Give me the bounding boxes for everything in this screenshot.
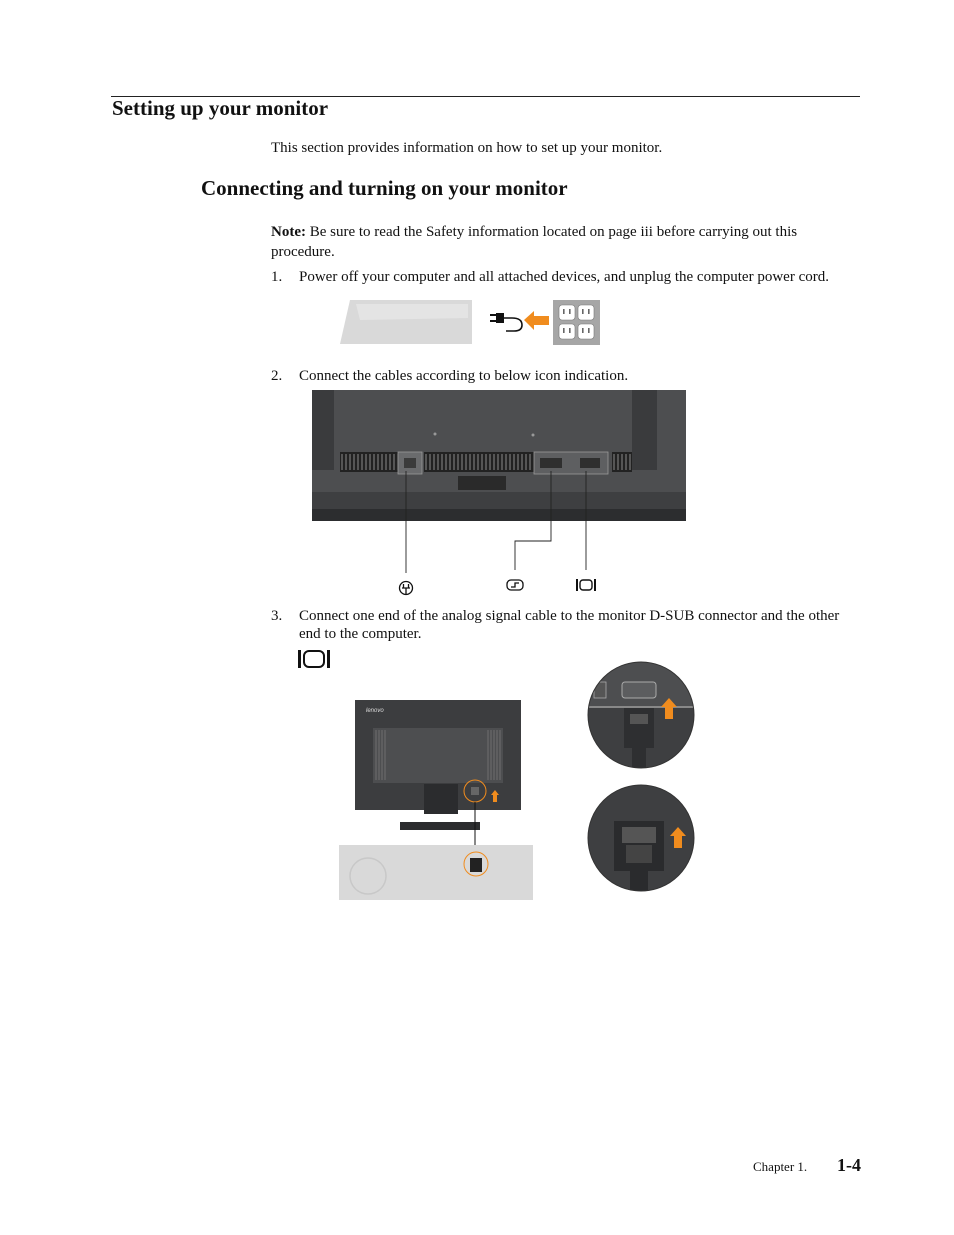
step-2-number: 2.: [271, 368, 283, 384]
dvi-symbol-icon: [507, 580, 523, 590]
subsection-title: Connecting and turning on your monitor: [201, 176, 568, 200]
note-label: Note:: [271, 224, 306, 240]
vga-icon: [298, 648, 332, 670]
step-3-text-line2: end to the computer.: [299, 626, 422, 642]
safety-note: [271, 222, 846, 262]
step-3: [271, 607, 861, 647]
wall-outlet-icon: [553, 300, 600, 345]
arrow-left-icon: [524, 311, 549, 330]
step-1-text: Power off your computer and all attached devices, and unplug the computer power cord.: [299, 269, 829, 285]
vga-symbol-icon: [576, 579, 596, 591]
section-title: Setting up your monitor: [112, 96, 329, 120]
zoom-circle-bottom: [586, 783, 696, 893]
step-3-text-line1: Connect one end of the analog signal cable to the monitor D-SUB connector and the other: [299, 608, 840, 624]
dvi-port: [540, 458, 562, 468]
vga-port: [580, 458, 600, 468]
step-2-text: Connect the cables according to below icon indication.: [299, 368, 629, 384]
power-symbol-icon: [400, 582, 413, 595]
computer-case: [339, 845, 533, 900]
vga-port-closeup: [622, 682, 656, 698]
footer-chapter: Chapter 1.: [753, 1159, 808, 1174]
vga-connection-figure: [338, 698, 538, 903]
unplug-figure: [338, 298, 603, 348]
stand-base: [400, 822, 480, 830]
step-2: [271, 367, 861, 387]
intro-text: This section provides information on how to set up your monitor.: [271, 140, 663, 156]
zoom-circle-top: [586, 660, 696, 770]
step-3-number: 3.: [271, 608, 283, 624]
step-1-number: 1.: [271, 269, 283, 285]
lenovo-logo: lenovo: [366, 708, 384, 714]
stand-neck: [424, 784, 458, 814]
step-1: [271, 268, 861, 288]
power-plug-icon: [490, 313, 522, 331]
vga-plug: [470, 858, 482, 872]
note-text: Be sure to read the Safety information located on page iii before carrying out this procedure.: [271, 224, 798, 260]
footer-page-number: 1-4: [837, 1155, 861, 1175]
monitor-ports-figure: [312, 390, 687, 600]
